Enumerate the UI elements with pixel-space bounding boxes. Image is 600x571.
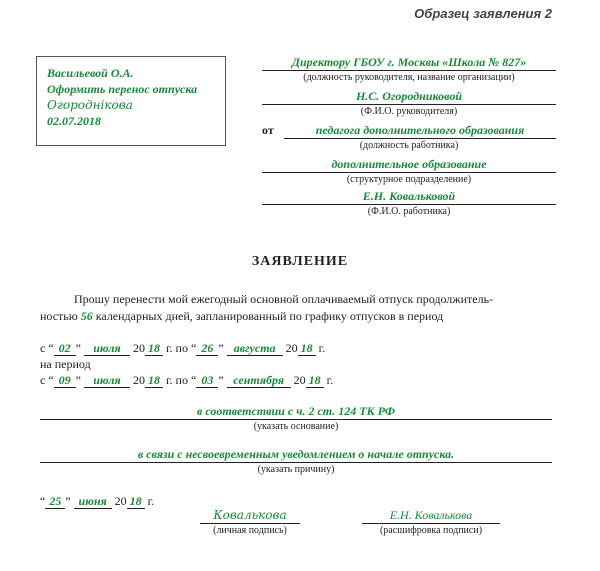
period1-to: г. по “ [165,341,197,355]
period1-quote2: ” [218,341,224,355]
from-position-caption: (должность работника) [359,140,459,151]
from-name-caption: (Ф.И.О. работника) [367,206,451,217]
sign-date-month: июня [74,495,112,509]
sign-date-quote2: ” [65,494,71,508]
department-field: дополнительное образование [331,157,487,171]
from-name-rule [262,204,556,205]
from-label: от [262,123,274,137]
period2-quote1: ” [75,373,81,387]
period1-month-to: августа [227,342,283,356]
document-title: ЗАЯВЛЕНИЕ [251,254,349,269]
personal-signature: Ковалькова [213,508,287,522]
signature-name: Е.Н. Ковалькова [389,508,473,522]
vacation-days: 56 [80,309,93,323]
new-period-label: на период [40,357,91,371]
body-line-2-after: календарных дней, запланированный по графику отпусков в период [95,309,444,323]
reason-rule [40,462,552,463]
period1-year-from: 18 [145,342,163,356]
period1-month-from: июля [84,342,130,356]
period1-year-prefix-2: 20 [285,341,298,355]
body-line-1: Прошу перенести мой ежегодный основной оплачиваемый отпуск продолжитель- [74,292,494,306]
to-name-caption: (Ф.И.О. руководителя) [360,106,458,117]
resolution-instruction: Оформить перенос отпуска [47,82,198,96]
resolution-date: 02.07.2018 [47,114,101,128]
department-rule [262,172,556,173]
period2-year-to: 18 [306,374,324,388]
resolution-signature: Огороднікова [47,98,133,112]
original-period [40,341,325,356]
department-caption: (структурное подразделение) [346,174,472,185]
reason-caption: (указать причину) [257,464,335,475]
to-name-rule [262,104,556,105]
to-position-field: Директору ГБОУ г. Москвы «Школа № 827» [291,55,527,69]
resolution-box [36,56,226,146]
period2-month-to: сентября [227,374,291,388]
sample-title: Образец заявления 2 [414,6,552,21]
sign-date-quote1: “ [40,494,46,508]
to-name-field: Н.С. Огородниковой [355,89,463,103]
basis-field: в соответствии с ч. 2 ст. 124 ТК РФ [197,404,395,418]
period1-year-to: 18 [298,342,316,356]
period2-g: г. [326,373,334,387]
to-position-caption: (должность руководителя, название организации) [303,72,515,83]
body-line-2 [40,309,443,324]
body-line-2-before: ностью [40,309,78,323]
period1-day-from: 02 [54,342,76,356]
sign-date [40,494,154,509]
period1-day-to: 26 [196,342,218,356]
period2-prefix: с “ [40,373,54,387]
new-period [40,373,333,388]
period1-prefix: с “ [40,341,54,355]
sign-date-day: 25 [45,495,65,509]
resolution-addressee: Васильевой О.А. [47,66,134,80]
reason-field: в связи с несвоевременным уведомлением о начале отпуска. [137,447,455,461]
period1-quote1: ” [75,341,81,355]
personal-signature-caption: (личная подпись) [213,525,287,536]
period1-g: г. [318,341,326,355]
to-position-rule [262,70,556,71]
sign-date-year: 18 [127,495,145,509]
period2-day-to: 03 [196,374,218,388]
signature-name-rule [362,523,500,524]
period2-day-from: 09 [54,374,76,388]
personal-signature-rule [200,523,300,524]
from-position-rule [284,138,556,139]
basis-caption: (указать основание) [253,421,339,432]
basis-rule [40,419,552,420]
period1-year-prefix: 20 [132,341,145,355]
period2-to: г. по “ [165,373,197,387]
period2-quote2: ” [218,373,224,387]
signature-name-caption: (расшифровка подписи) [379,525,483,536]
sign-date-year-prefix: 20 [114,494,127,508]
period2-year-from: 18 [145,374,163,388]
period2-month-from: июля [84,374,130,388]
sign-date-g: г. [147,494,155,508]
from-position-field: педагога дополнительного образования [315,123,525,137]
period2-year-prefix: 20 [132,373,145,387]
from-name-field: Е.Н. Ковальковой [362,189,456,203]
period2-year-prefix-2: 20 [293,373,306,387]
